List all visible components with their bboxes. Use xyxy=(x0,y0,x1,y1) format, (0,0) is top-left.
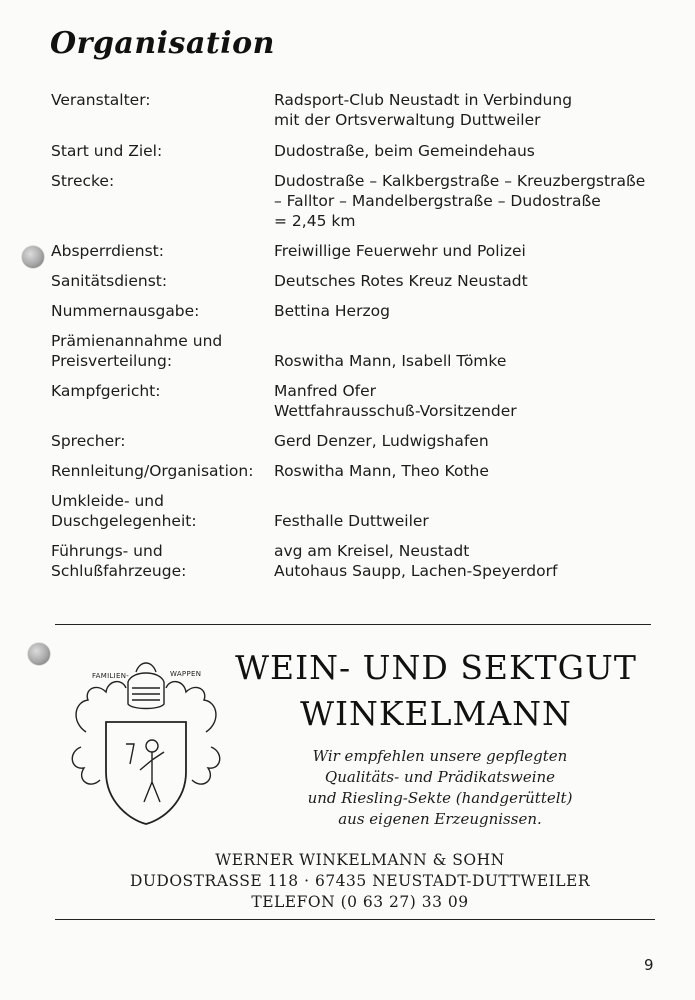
tagline-line: aus eigenen Erzeugnissen. xyxy=(338,810,542,828)
label-line: Führungs- und xyxy=(51,542,163,560)
row-label xyxy=(51,301,271,321)
label-line: Prämienannahme und xyxy=(51,332,223,350)
row-value xyxy=(274,491,664,531)
value-line: Wettfahrausschuß-Vorsitzender xyxy=(274,402,517,420)
crest-label-right: WAPPEN xyxy=(170,670,202,678)
family-crest-icon xyxy=(66,652,226,832)
value-line: Bettina Herzog xyxy=(274,302,390,320)
winery-address xyxy=(90,850,630,913)
row-label xyxy=(51,90,271,110)
value-line: Freiwillige Feuerwehr und Polizei xyxy=(274,242,526,260)
value-line xyxy=(274,491,664,511)
row-label xyxy=(51,271,271,291)
divider-bottom xyxy=(55,919,655,920)
row-value xyxy=(274,431,664,451)
value-line: Roswitha Mann, Isabell Tömke xyxy=(274,352,507,370)
tagline-line: Wir empfehlen unsere gepflegten xyxy=(312,747,568,765)
label-line: Umkleide- und xyxy=(51,492,164,510)
row-label xyxy=(51,381,271,401)
winery-tagline xyxy=(260,746,620,830)
punch-hole xyxy=(22,246,44,268)
value-line: Manfred Ofer xyxy=(274,382,377,400)
label-line: Rennleitung/Organisation: xyxy=(51,462,254,480)
value-line: Deutsches Rotes Kreuz Neustadt xyxy=(274,272,528,290)
label-line: Kampfgericht: xyxy=(51,382,161,400)
row-value xyxy=(274,381,664,421)
divider-top xyxy=(55,624,651,625)
label-line: Sanitätsdienst: xyxy=(51,272,168,290)
winery-name-line2: WINKELMANN xyxy=(300,694,572,733)
row-value xyxy=(274,141,664,161)
row-value xyxy=(274,541,664,581)
page-heading: Organisation xyxy=(50,26,275,61)
row-label xyxy=(51,141,271,161)
tagline-line: und Riesling-Sekte (handgerüttelt) xyxy=(307,789,573,807)
row-value xyxy=(274,331,664,371)
label-line: Preisverteilung: xyxy=(51,352,173,370)
label-line: Start und Ziel: xyxy=(51,142,163,160)
value-line: avg am Kreisel, Neustadt xyxy=(274,542,470,560)
row-value xyxy=(274,171,664,231)
crest-label-left: FAMILIEN- xyxy=(92,672,130,680)
value-line xyxy=(274,331,664,351)
value-line: Dudostraße, beim Gemeindehaus xyxy=(274,142,535,160)
row-value xyxy=(274,241,664,261)
value-line: Roswitha Mann, Theo Kothe xyxy=(274,462,489,480)
punch-hole xyxy=(28,643,50,665)
row-value xyxy=(274,301,664,321)
label-line: Sprecher: xyxy=(51,432,126,450)
row-label xyxy=(51,331,271,371)
row-label xyxy=(51,241,271,261)
value-line: Radsport-Club Neustadt in Verbindung xyxy=(274,91,573,109)
value-line: mit der Ortsverwaltung Duttweiler xyxy=(274,111,541,129)
winery-name-line1: WEIN- UND SEKTGUT xyxy=(235,648,637,687)
page-number: 9 xyxy=(644,956,654,974)
label-line: Veranstalter: xyxy=(51,91,151,109)
label-line: Duschgelegenheit: xyxy=(51,512,197,530)
row-label xyxy=(51,541,271,581)
row-value xyxy=(274,271,664,291)
row-label xyxy=(51,171,271,191)
value-line: – Falltor – Mandelbergstraße – Dudostraße xyxy=(274,192,601,210)
row-value xyxy=(274,90,664,130)
label-line: Nummernausgabe: xyxy=(51,302,200,320)
row-value xyxy=(274,461,664,481)
value-line: Autohaus Saupp, Lachen-Speyerdorf xyxy=(274,562,558,580)
value-line: = 2,45 km xyxy=(274,212,356,230)
address-line: DUDOSTRASSE 118 · 67435 NEUSTADT-DUTTWEILER xyxy=(129,872,591,890)
label-line: Absperrdienst: xyxy=(51,242,164,260)
row-label xyxy=(51,461,271,481)
value-line: Festhalle Duttweiler xyxy=(274,512,429,530)
value-line: Gerd Denzer, Ludwigshafen xyxy=(274,432,489,450)
label-line: Schlußfahrzeuge: xyxy=(51,562,187,580)
value-line: Dudostraße – Kalkbergstraße – Kreuzbergstraße xyxy=(274,172,646,190)
label-line: Strecke: xyxy=(51,172,115,190)
row-label xyxy=(51,491,271,531)
row-label xyxy=(51,431,271,451)
address-line: TELEFON (0 63 27) 33 09 xyxy=(251,893,469,911)
address-line: WERNER WINKELMANN & SOHN xyxy=(215,851,505,869)
tagline-line: Qualitäts- und Prädikatsweine xyxy=(324,768,556,786)
